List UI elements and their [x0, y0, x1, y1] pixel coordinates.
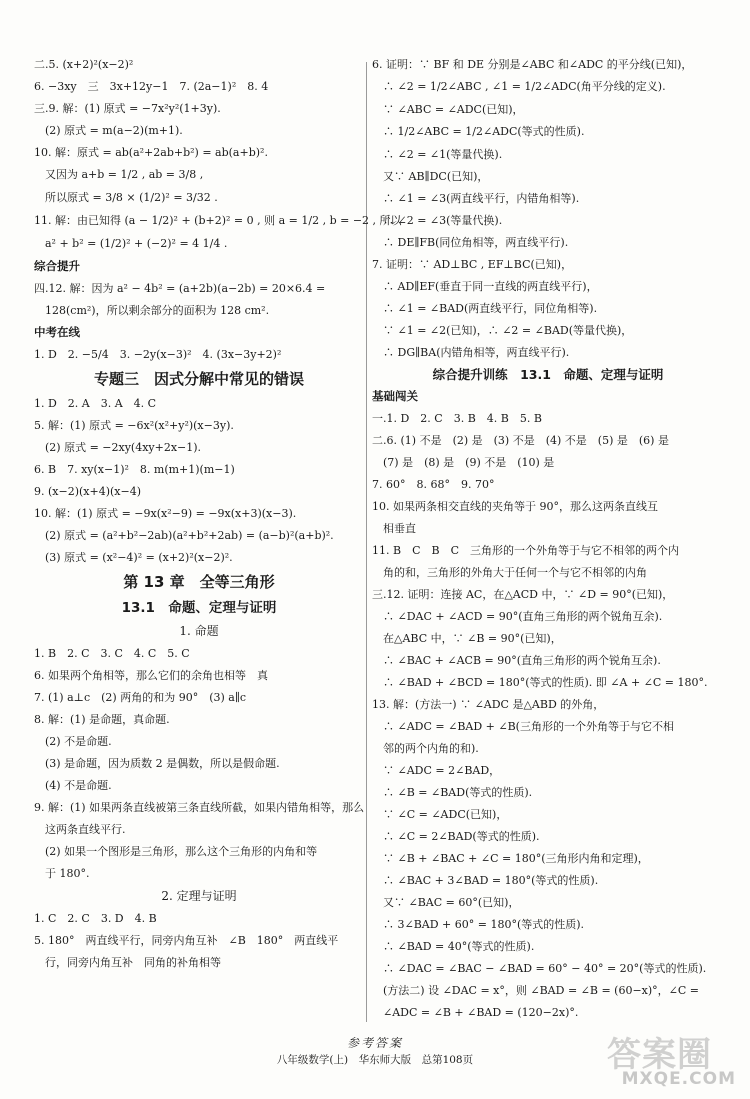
answer-line: ∴ ∠BAD = 40°(等式的性质). [372, 940, 535, 953]
answer-line: ∴ ∠BAC + ∠ACB = 90°(直角三角形的两个锐角互余). [372, 654, 661, 667]
answer-line: ∵ ∠B + ∠BAC + ∠C = 180°(三角形内角和定理)， [372, 852, 649, 865]
watermark-text: 答案圈 [607, 1035, 712, 1075]
answer-line: ∵ ∠ABC = ∠ADC(已知)， [372, 103, 524, 116]
answer-line: ∵ ∠C = ∠ADC(已知)， [372, 808, 508, 821]
answer-line: ∴ ∠DAC = ∠BAC − ∠BAD = 60° − 40° = 20°(等式的性质). [372, 962, 707, 975]
answer-line: 邻的两个内角的和). [372, 742, 479, 755]
answer-line: 6. 如果两个角相等，那么它们的余角也相等 真 [34, 669, 268, 682]
answer-line: 1. B 2. C 3. C 4. C 5. C [34, 647, 190, 660]
answer-line: 6. −3xy 三 3x+12y−1 7. (2a−1)² 8. 4 [34, 80, 269, 93]
answer-line: 行，同旁内角互补 同角的补角相等 [34, 956, 221, 969]
answer-line: 二.6. (1) 不是 (2) 是 (3) 不是 (4) 不是 (5) 是 (6) 是 [372, 434, 669, 447]
answer-line: 8. 解：(1) 是命题，真命题. [34, 713, 170, 726]
answer-line: (2) 原式 = −2xy(4xy+2x−1). [34, 441, 202, 454]
answer-line: ∴ ∠C = 2∠BAD(等式的性质). [372, 830, 540, 843]
answer-line: ∴ ∠2 = ∠3(等量代换). [372, 214, 503, 227]
section-title: 13.1 命题、定理与证明 [121, 600, 277, 616]
answer-line: 6. 证明：∵ BF 和 DE 分别是∠ABC 和∠ADC 的平分线(已知)， [372, 58, 693, 71]
chapter-title: 专题三 因式分解中常见的错误 [93, 370, 304, 388]
answer-line: 在△ABC 中，∵ ∠B = 90°(已知)， [372, 632, 562, 645]
answer-line: ∴ ∠BAC + 3∠BAD = 180°(等式的性质). [372, 874, 599, 887]
section-heading: 中考在线 [34, 325, 80, 339]
answer-line: 相垂直 [372, 522, 416, 535]
answer-line: ∴ DE∥FB(同位角相等，两直线平行). [372, 236, 569, 249]
answer-line: 10. 解：原式 = ab(a²+2ab+b²) = ab(a+b)². [34, 146, 268, 159]
answer-line: (3) 原式 = (x²−4)² = (x+2)²(x−2)². [34, 551, 233, 564]
answer-line: ∴ ∠B = ∠BAD(等式的性质). [372, 786, 533, 799]
answer-line: (方法二) 设 ∠DAC = x°，则 ∠BAD = ∠B = (60−x)°，∠C = [372, 984, 700, 997]
answer-line: ∴ ∠2 = 1/2∠ABC , ∠1 = 1/2∠ADC(角平分线的定义). [372, 80, 666, 93]
answer-line: ∴ ∠2 = ∠1(等量代换). [372, 148, 503, 161]
section-title: 综合提升训练 13.1 命题、定理与证明 [432, 367, 664, 382]
column-divider [366, 62, 367, 1022]
answer-line: 10. 如果两条相交直线的夹角等于 90°，那么这两条直线互 [372, 500, 658, 513]
answer-line: 13. 解：(方法一) ∵ ∠ADC 是△ABD 的外角， [372, 698, 605, 711]
answer-line: ∴ DG∥BA(内错角相等，两直线平行). [372, 346, 570, 359]
answer-line: ∴ ∠DAC + ∠ACD = 90°(直角三角形的两个锐角互余). [372, 610, 663, 623]
footer-page-info: 八年级数学(上) 华东师大版 总第108页 [276, 1054, 474, 1066]
answer-line: ∴ ∠BAD + ∠BCD = 180°(等式的性质). 即 ∠A + ∠C = 180°. [372, 676, 708, 689]
footer-title: 参考答案 [346, 1036, 403, 1050]
answer-line: 6. B 7. xy(x−1)² 8. m(m+1)(m−1) [34, 463, 235, 476]
answer-line: 10. 解：(1) 原式 = −9x(x²−9) = −9x(x+3)(x−3). [34, 507, 297, 520]
answer-line: ∠ADC = ∠B + ∠BAD = (120−2x)°. [372, 1006, 579, 1019]
subsection-title: 1. 命题 [179, 624, 219, 638]
answer-line: 三.9. 解：(1) 原式 = −7x²y²(1+3y). [34, 102, 221, 115]
answer-line: ∴ ∠ADC = ∠BAD + ∠B(三角形的一个外角等于与它不相 [372, 720, 674, 733]
answer-line: (2) 原式 = m(a−2)(m+1). [34, 124, 183, 137]
watermark-url: MXQE.COM [621, 1069, 736, 1089]
answer-line: ∴ ∠1 = ∠3(两直线平行，内错角相等). [372, 192, 580, 205]
answer-line: (2) 原式 = (a²+b²−2ab)(a²+b²+2ab) = (a−b)²(a+b)². [34, 529, 334, 542]
answer-line: 所以原式 = 3/8 × (1/2)² = 3/32 . [34, 191, 218, 204]
answer-line: 又因为 a+b = 1/2 , ab = 3/8 , [34, 168, 204, 181]
answer-line: (4) 不是命题. [34, 779, 112, 792]
answer-line: 一.1. D 2. C 3. B 4. B 5. B [372, 412, 542, 425]
chapter-title: 第 13 章 全等三角形 [123, 573, 275, 591]
watermark-logo [592, 1021, 742, 1091]
answer-line: 11. 解：由已知得 (a − 1/2)² + (b+2)² = 0 , 则 a = 1/2 , b = −2 , 所以 [34, 214, 402, 227]
answer-line: (2) 如果一个图形是三角形，那么这个三角形的内角和等 [34, 845, 318, 858]
answer-line: 于 180°. [34, 867, 90, 880]
answer-line: 这两条直线平行. [34, 823, 126, 836]
answer-line: ∵ ∠ADC = 2∠BAD， [372, 764, 501, 777]
answer-line: a² + b² = (1/2)² + (−2)² = 4 1/4 . [34, 237, 228, 250]
answer-line: 1. C 2. C 3. D 4. B [34, 912, 157, 925]
subsection-title: 2. 定理与证明 [161, 889, 237, 903]
answer-line: 1. D 2. −5/4 3. −2y(x−3)² 4. (3x−3y+2)² [34, 348, 282, 361]
answer-line: ∴ ∠1 = ∠BAD(两直线平行，同位角相等). [372, 302, 598, 315]
answer-line: 角的和，三角形的外角大于任何一个与它不相邻的内角 [372, 566, 647, 579]
answer-line: 5. 解：(1) 原式 = −6x²(x²+y²)(x−3y). [34, 419, 234, 432]
section-heading: 综合提升 [34, 259, 80, 273]
answer-line: 11. B C B C 三角形的一个外角等于与它不相邻的两个内 [372, 544, 679, 557]
answer-line: 四.12. 解：因为 a² − 4b² = (a+2b)(a−2b) = 20×6.4 = [34, 282, 326, 295]
section-heading: 基础闯关 [372, 389, 418, 403]
answer-line: 7. (1) a⊥c (2) 两角的和为 90° (3) a∥c [34, 691, 247, 704]
answer-line: (3) 是命题，因为质数 2 是偶数，所以是假命题. [34, 757, 280, 770]
answer-line: ∴ AD∥EF(垂直于同一直线的两直线平行)， [372, 280, 598, 293]
answer-line: 128(cm²)，所以剩余部分的面积为 128 cm². [34, 304, 270, 317]
answer-line: 又∵ ∠BAC = 60°(已知)， [372, 896, 520, 909]
answer-line: 又∵ AB∥DC(已知)， [372, 170, 489, 183]
answer-line: 7. 证明：∵ AD⊥BC , EF⊥BC(已知)， [372, 258, 573, 271]
answer-line: 9. 解：(1) 如果两条直线被第三条直线所截，如果内错角相等，那么 [34, 801, 365, 814]
answer-line: 7. 60° 8. 68° 9. 70° [372, 478, 495, 491]
answer-line: ∴ 3∠BAD + 60° = 180°(等式的性质). [372, 918, 585, 931]
answer-line: ∵ ∠1 = ∠2(已知)，∴ ∠2 = ∠BAD(等量代换)， [372, 324, 633, 337]
right-column [372, 58, 724, 1028]
answer-line: (7) 是 (8) 是 (9) 不是 (10) 是 [372, 456, 555, 469]
answer-line: (2) 不是命题. [34, 735, 112, 748]
answer-line: ∴ 1/2∠ABC = 1/2∠ADC(等式的性质). [372, 125, 585, 138]
answer-line: 5. 180° 两直线平行，同旁内角互补 ∠B 180° 两直线平 [34, 934, 339, 947]
answer-line: 二.5. (x+2)²(x−2)² [34, 58, 134, 71]
answer-line: 9. (x−2)(x+4)(x−4) [34, 485, 141, 498]
answer-line: 1. D 2. A 3. A 4. C [34, 397, 157, 410]
answer-line: 三.12. 证明：连接 AC，在△ACD 中，∵ ∠D = 90°(已知)， [372, 588, 674, 601]
